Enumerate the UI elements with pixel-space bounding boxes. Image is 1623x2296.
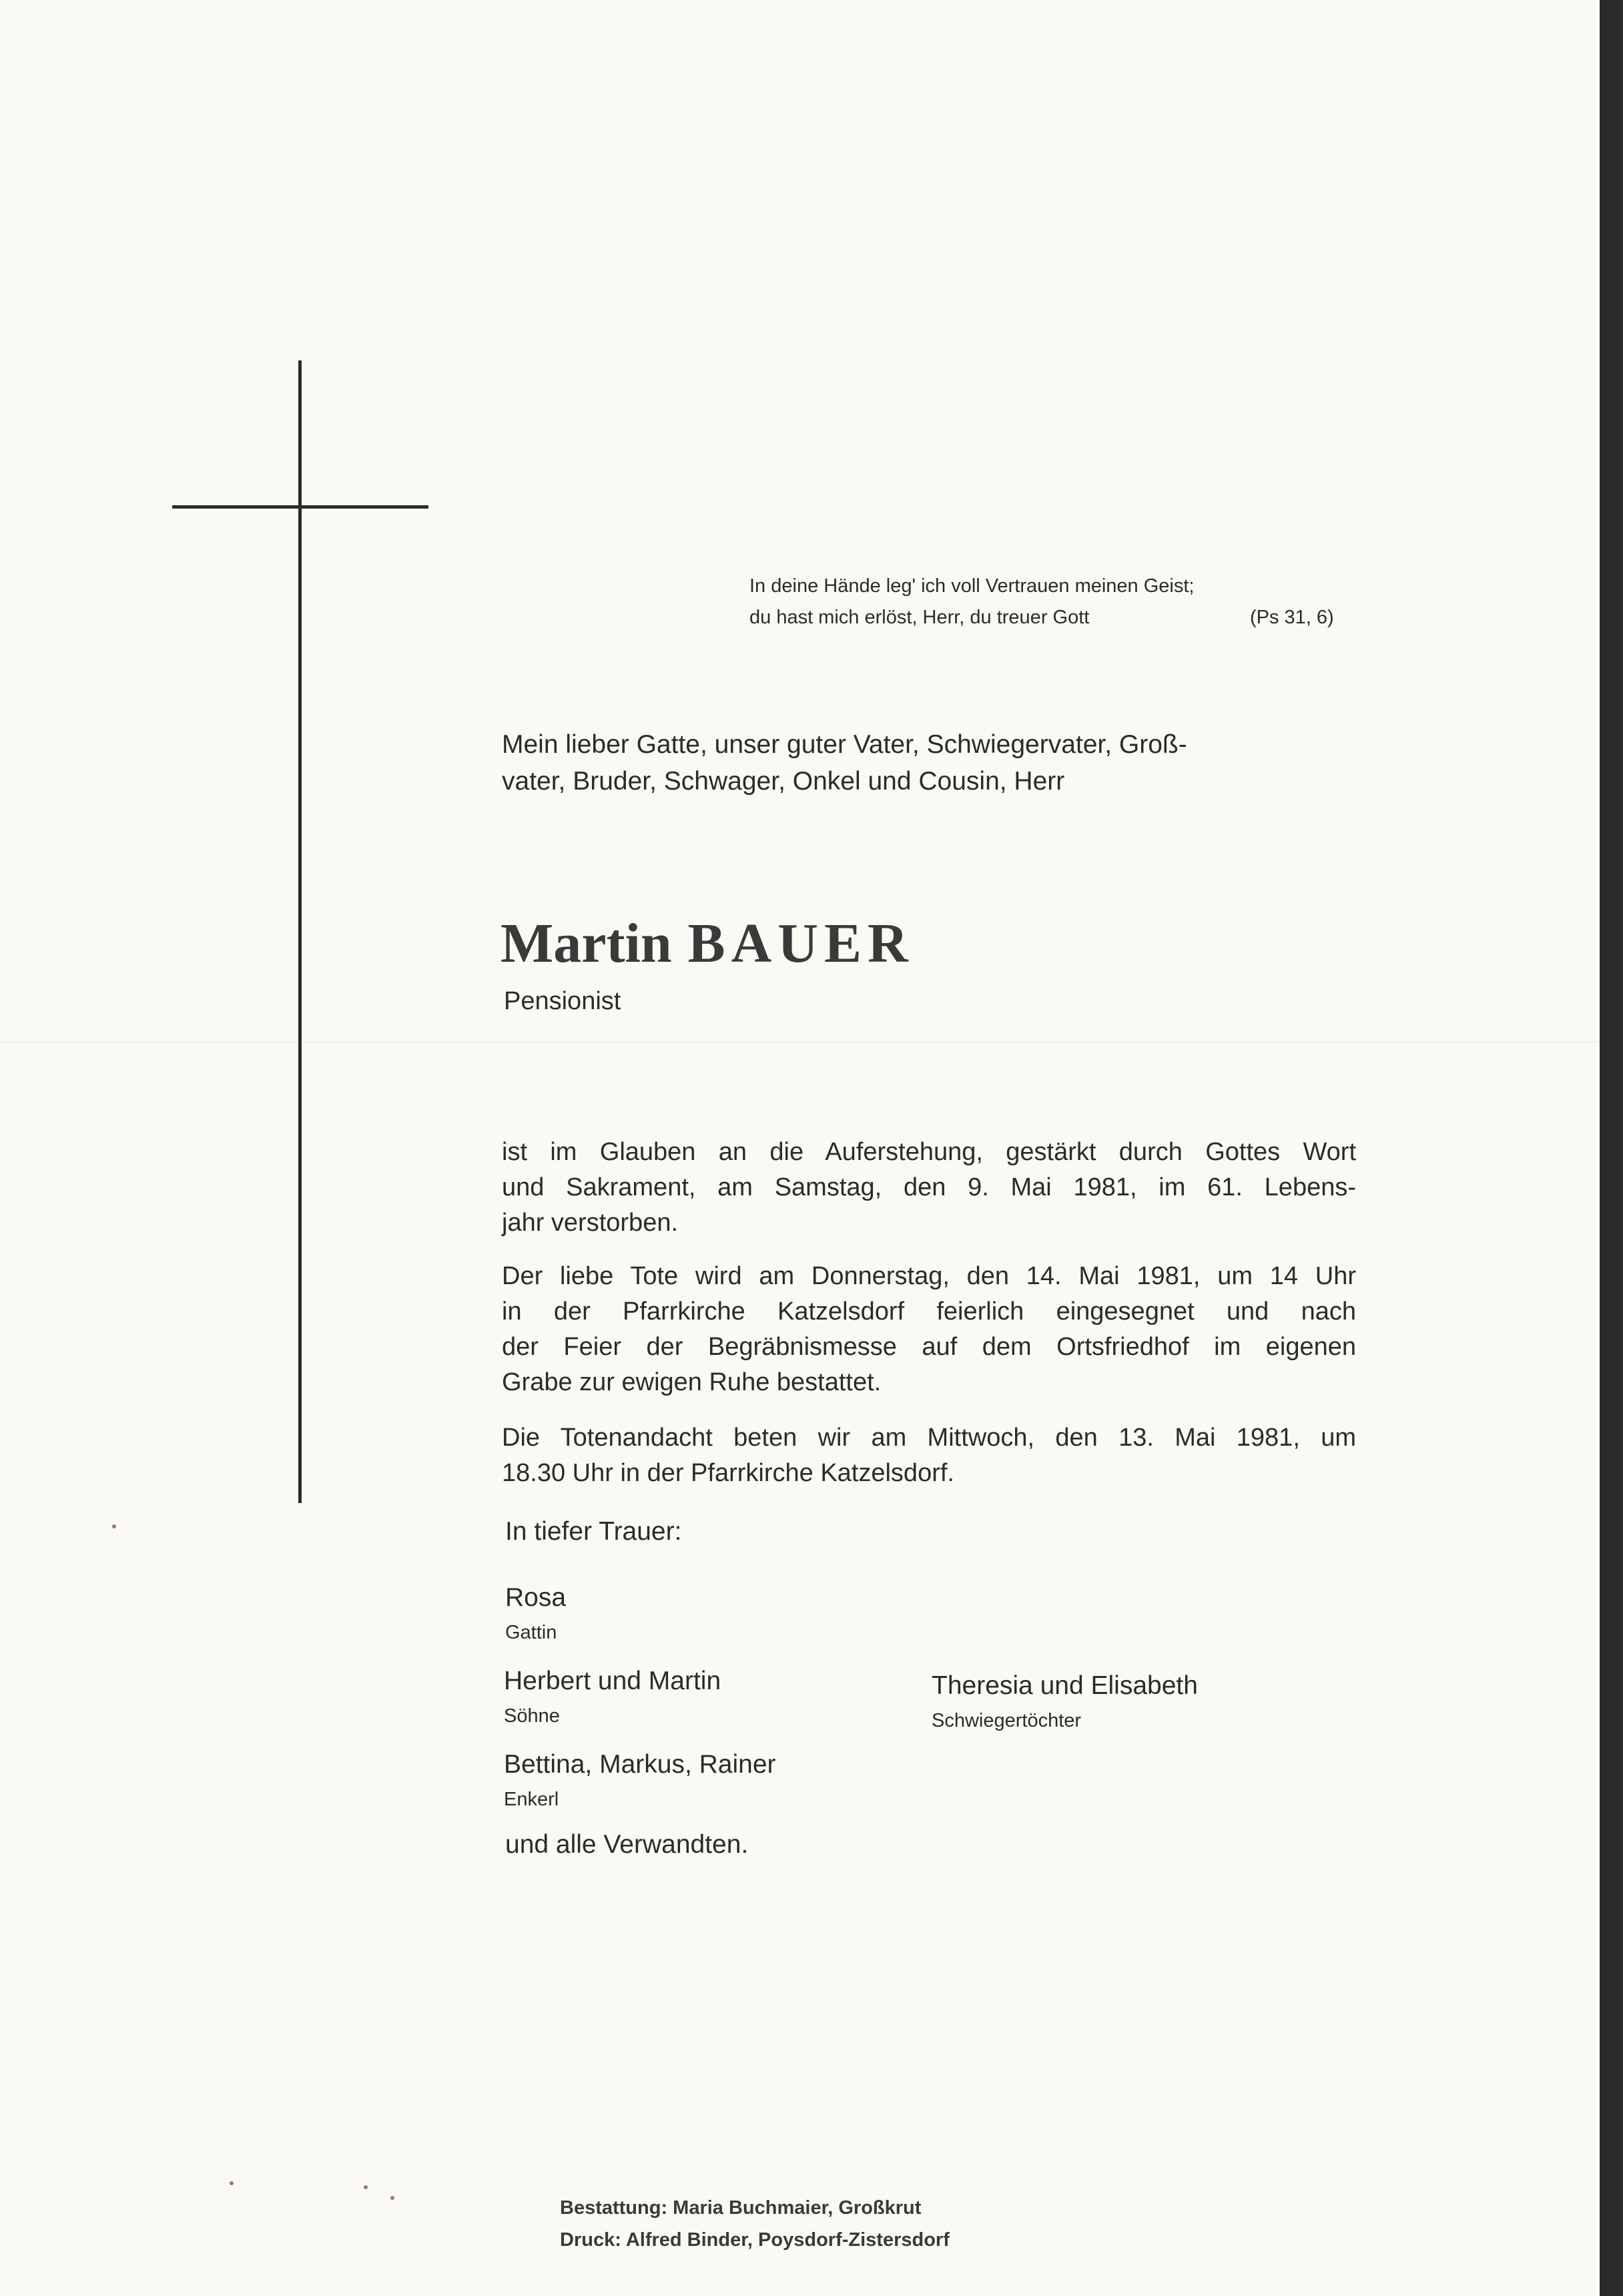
- speck-mark: [230, 2181, 234, 2185]
- mourner-relation: Enkerl: [504, 1789, 559, 1810]
- speck-mark: [364, 2185, 368, 2189]
- vigil-line-1: Die Totenandacht beten wir am Mittwoch, den 13. Mai 1981, um: [502, 1424, 1356, 1452]
- funeral-line-1: Der liebe Tote wird am Donnerstag, den 14. Mai 1981, um 14 Uhr: [502, 1262, 1356, 1290]
- funeral-line-2: in der Pfarrkirche Katzelsdorf feierlich eingesegnet und nach: [502, 1298, 1356, 1326]
- mourner-names: Herbert und Martin: [504, 1667, 721, 1695]
- mourning-heading: In tiefer Trauer:: [505, 1517, 682, 1546]
- funeral-line-3: der Feier der Begräbnismesse auf dem Ortsfriedhof im eigenen: [502, 1333, 1356, 1361]
- deceased-occupation: Pensionist: [504, 987, 621, 1015]
- mourner-entry: [932, 1670, 1198, 1737]
- family-introduction: [502, 726, 1187, 800]
- mourner-relation: Gattin: [505, 1622, 557, 1643]
- mourner-names: Bettina, Markus, Rainer: [504, 1750, 776, 1779]
- death-notice-line-1: ist im Glauben an die Auferstehung, gestärkt durch Gottes Wort: [502, 1138, 1356, 1166]
- paper-fold: [0, 1041, 1600, 1043]
- death-notice-line-3: jahr verstorben.: [502, 1209, 679, 1237]
- mourner-entry: [505, 1582, 566, 1649]
- psalm-verse: [749, 571, 1334, 633]
- footer-undertaker: Bestattung: Maria Buchmaier, Großkrut: [560, 2197, 922, 2219]
- deceased-name: [501, 911, 914, 976]
- cross-icon-vertical: [298, 360, 302, 1503]
- funeral-paragraph: [502, 1259, 1356, 1400]
- deceased-surname: BAUER: [687, 912, 914, 974]
- death-notice-line-2: und Sakrament, am Samstag, den 9. Mai 1981, im 61. Lebens-: [502, 1173, 1356, 1201]
- verse-reference: (Ps 31, 6): [1250, 607, 1334, 628]
- death-notice-paragraph: [502, 1135, 1356, 1241]
- verse-line-1: In deine Hände leg' ich voll Vertrauen meinen Geist;: [749, 575, 1195, 597]
- mourner-relation: Schwiegertöchter: [932, 1710, 1082, 1731]
- mourner-relation: Söhne: [504, 1705, 560, 1727]
- footer-printer: Druck: Alfred Binder, Poysdorf-Zistersdorf: [560, 2229, 950, 2251]
- notice-footer: [560, 2192, 950, 2256]
- mourner-entry: [504, 1749, 776, 1815]
- speck-mark: [390, 2196, 394, 2200]
- deceased-first-name: Martin: [501, 912, 672, 974]
- closing-line: und alle Verwandten.: [505, 1830, 749, 1859]
- vigil-paragraph: [502, 1420, 1356, 1491]
- verse-line-2: [749, 602, 1334, 633]
- mourner-names: Rosa: [505, 1583, 567, 1612]
- speck-mark: [112, 1524, 116, 1528]
- intro-line-2: vater, Bruder, Schwager, Onkel und Cousin, Herr: [502, 767, 1065, 796]
- intro-line-1: Mein lieber Gatte, unser guter Vater, Schwiegervater, Groß-: [502, 730, 1187, 759]
- vigil-line-2: 18.30 Uhr in der Pfarrkirche Katzelsdorf.: [502, 1459, 954, 1487]
- funeral-line-4: Grabe zur ewigen Ruhe bestattet.: [502, 1368, 882, 1396]
- cross-icon-horizontal: [172, 505, 428, 509]
- verse-line-2-text: du hast mich erlöst, Herr, du treuer Gott: [749, 607, 1090, 628]
- mourner-names: Theresia und Elisabeth: [932, 1671, 1198, 1700]
- scan-edge: [1600, 0, 1623, 2296]
- mourner-entry: [504, 1665, 721, 1732]
